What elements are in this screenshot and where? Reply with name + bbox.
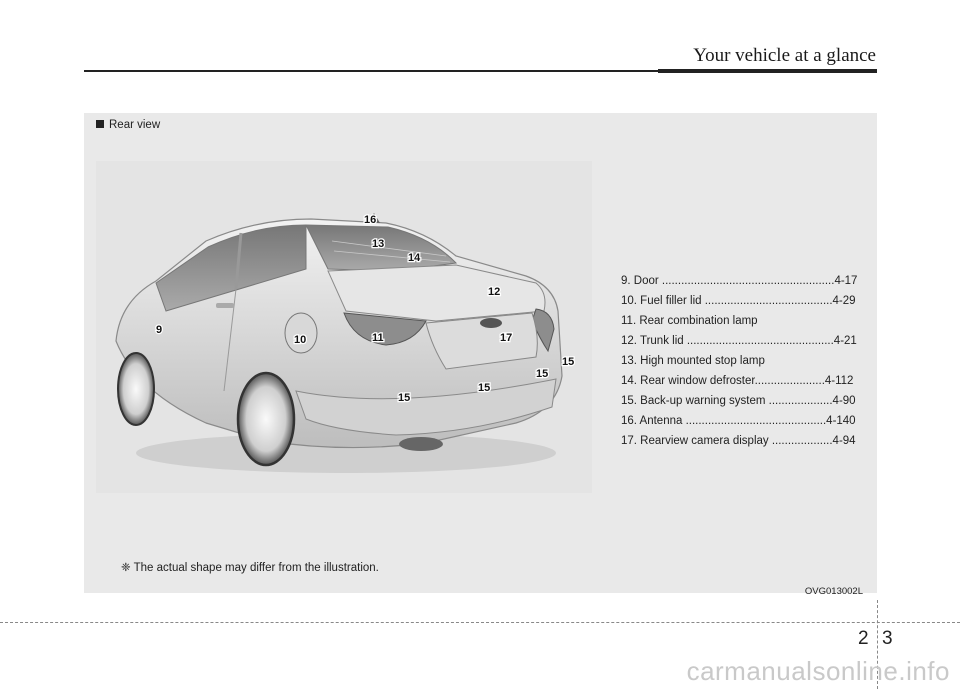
footer-dashed-rule [0, 622, 960, 623]
exhaust-tip [399, 437, 443, 451]
legend-item: 17. Rearview camera display ...................4-94 [621, 435, 856, 447]
chapter-number: 2 [858, 628, 869, 649]
section-title [96, 119, 160, 131]
car-illustration-svg [96, 161, 592, 493]
callout-label: 15 [536, 368, 549, 380]
callout-label: 12 [488, 286, 501, 298]
rear-wheel [238, 373, 294, 465]
rear-view-panel [84, 113, 877, 597]
legend-item: 16. Antenna ............................................4-140 [621, 415, 856, 427]
figure-code: OVG013002L [804, 586, 863, 597]
legend-item: 15. Back-up warning system ....................4-90 [621, 395, 856, 407]
legend-item: 14. Rear window defroster......................4-112 [621, 375, 854, 387]
fuel-filler-door [285, 313, 317, 353]
parts-legend [621, 271, 881, 451]
watermark: carmanualsonline.info [686, 656, 950, 686]
door-handle [216, 303, 234, 308]
car-rear-illustration [96, 161, 592, 493]
callout-label: 15 [478, 382, 491, 394]
header-rule-accent [658, 69, 877, 73]
callout-label: 15 [562, 356, 575, 368]
callout-label: 11 [372, 332, 384, 344]
illustration-note: ❈ The actual shape may differ from the illustration. [121, 562, 379, 574]
legend-item: 11. Rear combination lamp [621, 315, 758, 327]
callout-label: 10 [294, 334, 307, 346]
legend-item: 9. Door ......................................................4-17 [621, 275, 858, 287]
callout-label: 16 [364, 214, 377, 226]
page-number: 3 [882, 628, 893, 649]
callout-label: 17 [500, 332, 513, 344]
legend-item: 12. Trunk lid ..............................................4-21 [621, 335, 857, 347]
page-header-title: Your vehicle at a glance [693, 45, 876, 66]
front-wheel [118, 353, 154, 425]
legend-item: 13. High mounted stop lamp [621, 355, 765, 367]
callout-label: 9 [156, 324, 163, 336]
callout-label: 13 [372, 238, 385, 250]
kia-emblem-icon [480, 318, 502, 328]
legend-item: 10. Fuel filler lid ........................................4-29 [621, 295, 856, 307]
callout-label: 14 [408, 252, 421, 264]
section-title-text: Rear view [109, 119, 161, 131]
callout-label: 15 [398, 392, 411, 404]
filled-square-icon [96, 120, 104, 128]
